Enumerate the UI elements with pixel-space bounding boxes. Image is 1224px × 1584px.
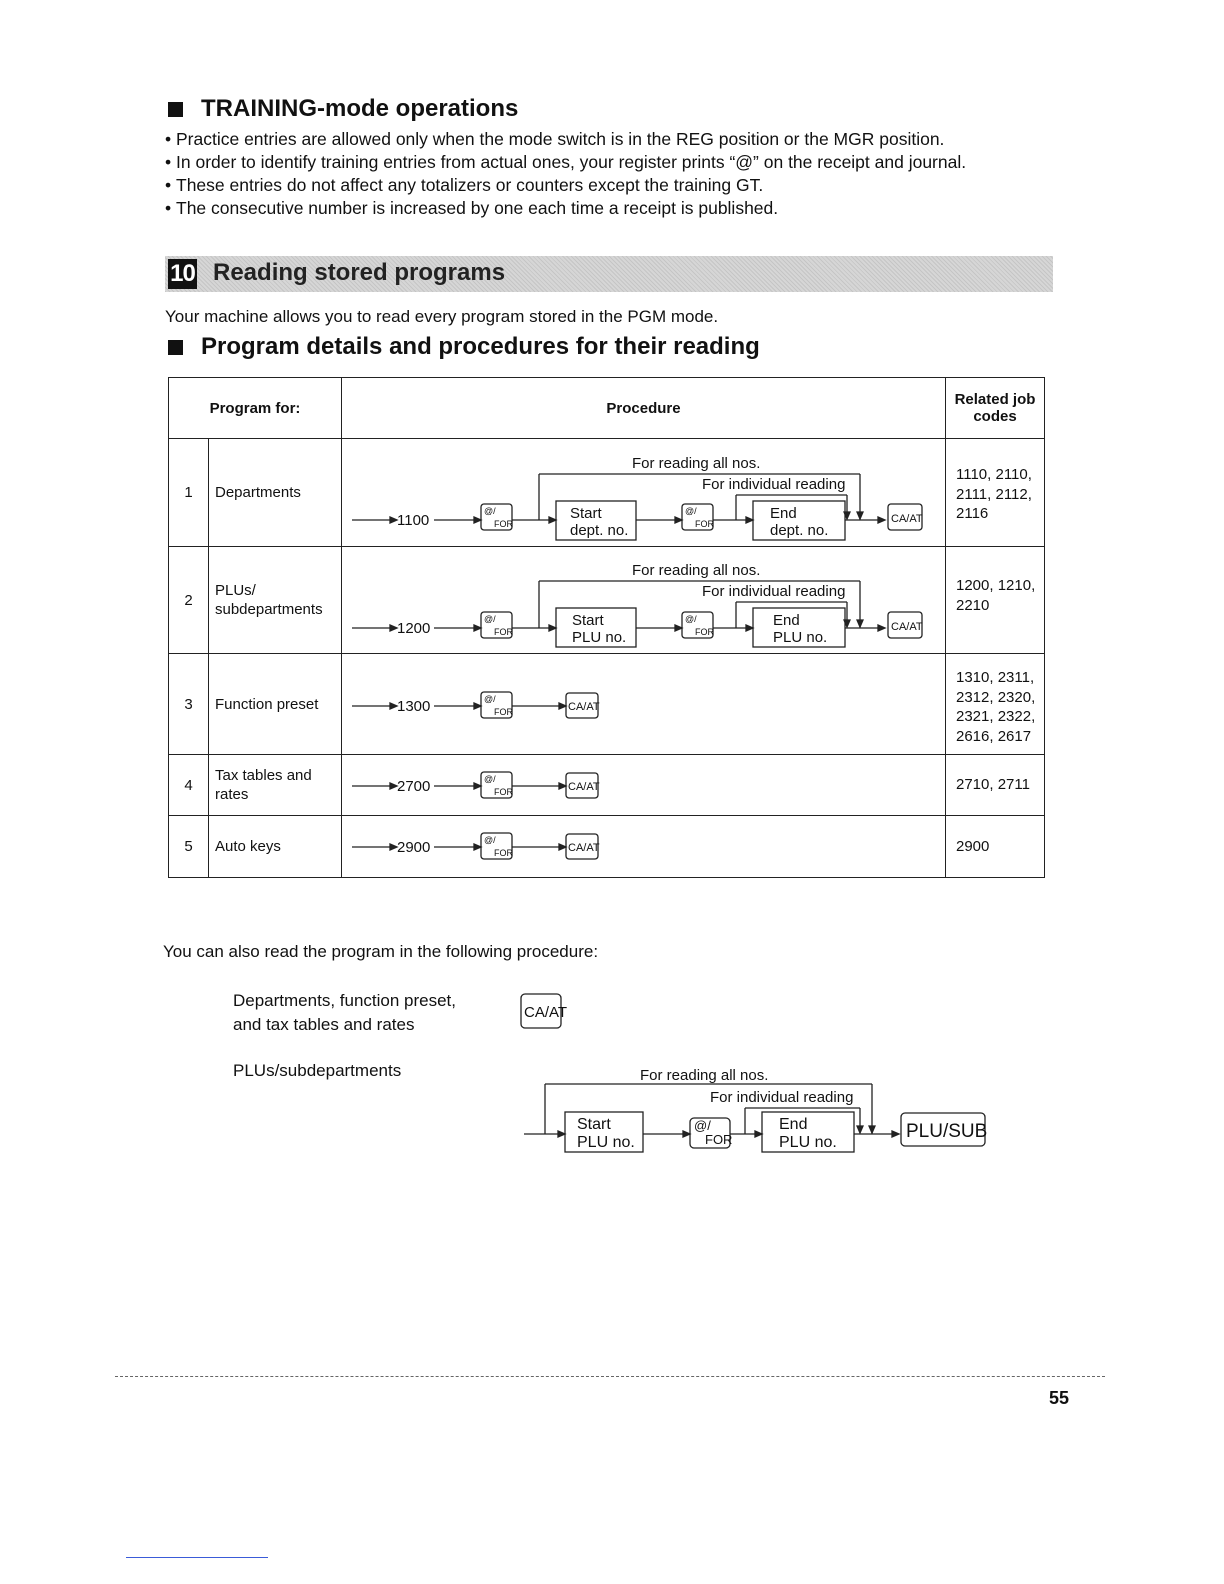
- row-number: 1: [169, 439, 209, 547]
- procedure-svg-3: [342, 655, 946, 754]
- procedure-svg-1: [342, 440, 946, 546]
- key-caat-label: CA/AT: [891, 620, 923, 633]
- bullet-item: • The consecutive number is increased by one each time a receipt is published.: [165, 197, 1065, 220]
- related-codes: 2710, 2711: [946, 755, 1045, 816]
- key-for-label: FOR: [695, 626, 714, 637]
- job-code: 2900: [397, 838, 431, 856]
- label-individual: For individual reading: [710, 1089, 854, 1106]
- also-item-2: PLUs/subdepartments: [233, 1061, 402, 1080]
- row-name: Function preset: [209, 654, 342, 755]
- caat-key-standalone: [515, 992, 567, 1032]
- start-number-label: PLU no.: [577, 1134, 635, 1151]
- key-at-label: @/: [484, 773, 496, 784]
- key-caat-label: CA/AT: [568, 780, 600, 793]
- procedure-diagram: [342, 439, 946, 547]
- program-table: [168, 377, 1045, 878]
- end-label: End: [773, 611, 800, 629]
- also-text: You can also read the program in the following procedure:: [163, 942, 599, 961]
- key-for-label: FOR: [494, 626, 513, 637]
- related-codes: 2900: [946, 816, 1045, 878]
- table-row: [169, 816, 1045, 878]
- program-heading: Program details and procedures for their reading: [168, 333, 760, 361]
- header-related: Related job codes: [946, 378, 1045, 439]
- also-item-1: Departments, function preset, and tax tables and rates: [233, 991, 457, 1034]
- end-label: End: [779, 1116, 808, 1133]
- row-name: Tax tables and rates: [209, 755, 342, 816]
- key-at-label: @/: [694, 1118, 711, 1133]
- bullet-item: • In order to identify training entries from actual ones, your register prints “@” on the receipt and journal.: [165, 151, 1065, 174]
- table-header-row: [169, 378, 1045, 439]
- procedure-diagram: [342, 654, 946, 755]
- key-for-label: FOR: [494, 847, 513, 858]
- section-number: 10: [168, 259, 197, 289]
- related-codes: 1310, 2311, 2312, 2320, 2321, 2322, 2616, 2617: [946, 654, 1045, 755]
- label-individual: For individual reading: [702, 475, 846, 493]
- key-for-label: FOR: [695, 518, 714, 529]
- key-at-label: @/: [484, 613, 496, 624]
- key-for-label: FOR: [705, 1132, 733, 1147]
- key-for-label: FOR: [494, 518, 513, 529]
- plu-read-diagram: [520, 1062, 990, 1162]
- related-codes: 1110, 2110, 2111, 2112, 2116: [946, 439, 1045, 547]
- bullet-item: • Practice entries are allowed only when the mode switch is in the REG position or the MGR position.: [165, 128, 1065, 151]
- key-at-label: @/: [685, 505, 697, 516]
- table-row: [169, 547, 1045, 654]
- procedure-svg-4: [342, 756, 946, 815]
- key-at-label: @/: [685, 613, 697, 624]
- related-codes: 1200, 1210, 2210: [946, 547, 1045, 654]
- procedure-diagram: [342, 755, 946, 816]
- job-code: 1200: [397, 619, 431, 637]
- key-at-label: @/: [484, 693, 496, 704]
- label-all-nos: For reading all nos.: [632, 454, 761, 472]
- row-number: 2: [169, 547, 209, 654]
- intro-text: Your machine allows you to read every program stored in the PGM mode.: [165, 307, 719, 326]
- row-number: 3: [169, 654, 209, 755]
- label-all-nos: For reading all nos.: [632, 561, 761, 579]
- job-code: 1100: [397, 511, 430, 529]
- key-caat-label: CA/AT: [568, 841, 600, 854]
- section-banner: [165, 256, 1053, 292]
- start-label: Start: [570, 504, 602, 522]
- page-number: 55: [1049, 1388, 1070, 1408]
- key-caat-label: CA/AT: [568, 700, 600, 713]
- header-program: Program for:: [169, 378, 342, 439]
- key-for-label: FOR: [494, 786, 513, 797]
- label-all-nos: For reading all nos.: [640, 1067, 769, 1084]
- job-code: 1300: [397, 697, 431, 715]
- procedure-svg-5: [342, 817, 946, 877]
- row-name: PLUs/ subdepartments: [209, 547, 342, 654]
- end-number-label: PLU no.: [773, 628, 828, 646]
- training-heading: TRAINING-mode operations: [168, 95, 518, 123]
- job-code: 2700: [397, 777, 431, 795]
- table-row: [169, 755, 1045, 816]
- end-number-label: dept. no.: [770, 521, 829, 539]
- end-number-label: PLU no.: [779, 1134, 837, 1151]
- training-bullet-list: [165, 128, 1065, 220]
- start-label: Start: [577, 1116, 611, 1133]
- row-number: 4: [169, 755, 209, 816]
- table-row: [169, 439, 1045, 547]
- start-number-label: dept. no.: [570, 521, 629, 539]
- table-row: [169, 654, 1045, 755]
- key-at-label: @/: [484, 834, 496, 845]
- key-caat-label: CA/AT: [891, 512, 923, 525]
- start-number-label: PLU no.: [572, 628, 627, 646]
- row-name: Departments: [209, 439, 342, 547]
- section-title: Reading stored programs: [213, 259, 506, 286]
- footer-divider: [115, 1376, 1105, 1377]
- square-bullet-icon: [168, 102, 183, 117]
- square-bullet-icon: [168, 340, 183, 355]
- procedure-diagram: [342, 816, 946, 878]
- procedure-svg-2: [342, 548, 946, 653]
- start-label: Start: [572, 611, 604, 629]
- key-plusub-label: PLU/SUB: [906, 1121, 988, 1142]
- header-procedure: Procedure: [342, 378, 946, 439]
- row-name: Auto keys: [209, 816, 342, 878]
- row-number: 5: [169, 816, 209, 878]
- procedure-diagram: [342, 547, 946, 654]
- key-for-label: FOR: [494, 706, 513, 717]
- label-individual: For individual reading: [702, 582, 846, 600]
- bottom-accent-line: [126, 1557, 268, 1558]
- key-caat-label: CA/AT: [524, 1004, 567, 1021]
- key-at-label: @/: [484, 505, 496, 516]
- end-label: End: [770, 504, 797, 522]
- bullet-item: • These entries do not affect any totalizers or counters except the training GT.: [165, 174, 1065, 197]
